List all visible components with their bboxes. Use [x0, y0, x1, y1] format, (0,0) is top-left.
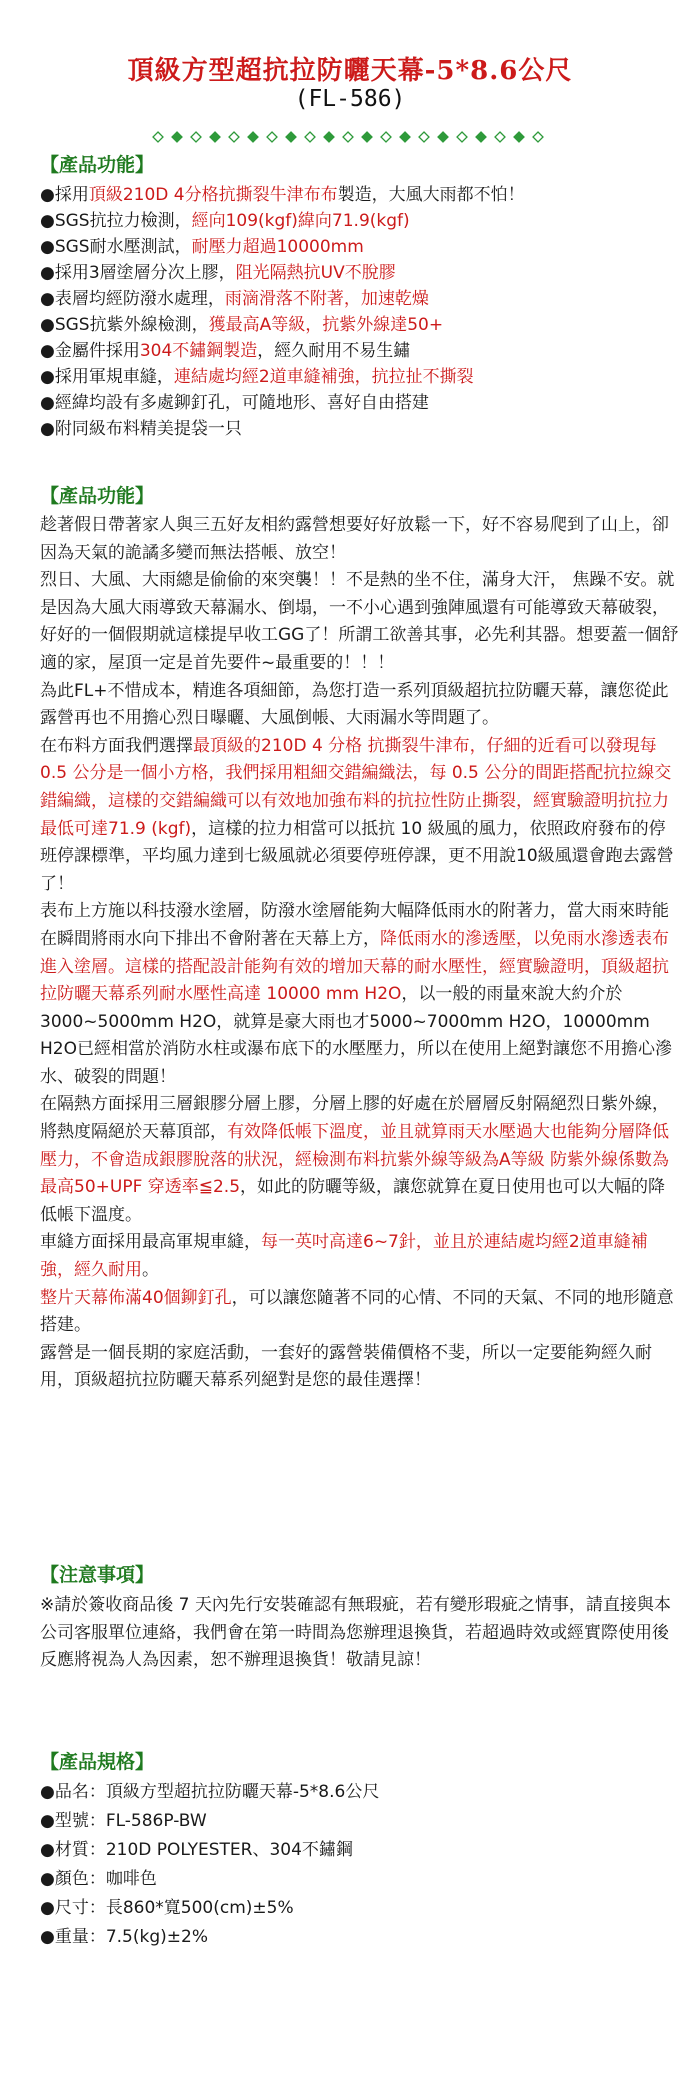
diamond-icon	[267, 132, 277, 142]
spec-item: ●品名：頂級方型超抗拉防曬天幕-5*8.6公尺	[40, 1782, 380, 1802]
feature-list	[40, 182, 525, 442]
model-number: (FL-586)	[294, 86, 406, 112]
text-segment: 為此FL+不惜成本，精進各項細節，為您打造一系列頂級超抗拉防曬天幕，讓您從此露營再也不用擔心烈日曝曬、大風倒帳、大雨漏水等問題了。	[40, 680, 669, 729]
text-segment: ●SGS抗紫外線檢測，	[40, 315, 209, 335]
text-segment: ●SGS耐水壓測試，	[40, 237, 192, 257]
text-segment: ●附同級布料精美提袋一只	[40, 419, 242, 439]
feature-item	[40, 260, 525, 286]
text-segment: ●經緯均設有多處鉚釘孔，可隨地形、喜好自由搭建	[40, 393, 429, 413]
text-segment: ●採用軍規車縫，	[40, 367, 174, 387]
highlight-text: 耐壓力超過10000mm	[191, 237, 364, 257]
description-paragraph	[40, 678, 680, 733]
text-segment: 露營是一個長期的家庭活動，一套好的露營裝備價格不斐，所以一定要能夠經久耐用，頂級超抗拉防曬天幕系列絕對是您的最佳選擇！	[40, 1342, 652, 1391]
diamond-icon	[210, 132, 220, 142]
diamond-divider	[150, 130, 550, 144]
text-segment: 烈日、大風、大雨總是偷偷的來突襲！！不是熱的坐不住，滿身大汗， 焦躁不安。就是因為大風大雨導致天幕漏水、倒塌，一不小心遇到強陣風還有可能導致天幕破裂，好好的一個假期就這樣提早收工GG了！所謂工欲善其事，必先利其器。想要蓋一個舒適的家，屋頂一定是首先要件~最重要的！！！	[40, 570, 679, 673]
diamond-icon	[457, 132, 467, 142]
description-paragraph	[40, 1229, 680, 1284]
highlight-text: 有效降低帳下溫度，並且就算雨天水壓過大也能夠分層降低壓力，不會造成銀膠脫落的狀況，經檢測布料抗紫外線等級為A等級 防紫外線係數為最高50+UPF 穿透率≦2.5	[40, 1122, 670, 1198]
description-paragraph	[40, 512, 680, 567]
description-paragraph	[40, 567, 680, 677]
text-segment: ●SGS抗拉力檢測，	[40, 211, 192, 231]
diamond-icon	[229, 132, 239, 142]
highlight-text: 連結處均經2道車縫補強，抗拉扯不撕裂	[173, 367, 474, 387]
description-paragraph	[40, 898, 680, 1091]
feature-item	[40, 208, 525, 234]
diamond-icon	[343, 132, 353, 142]
diamond-icon	[248, 132, 258, 142]
spec-list	[40, 1778, 379, 1952]
highlight-text: 降低雨水的滲透壓，以免雨水滲透表布進入塗層。這樣的搭配設計能夠有效的增加天幕的耐水壓性，經實驗證明，頂級超抗拉防曬天幕系列耐水壓性高達 10000 mm H2O	[40, 928, 669, 1005]
text-segment: ●採用	[40, 185, 89, 205]
spec-item: ●型號：FL-586P-BW	[40, 1811, 207, 1831]
description-paragraph	[40, 1091, 680, 1229]
text-segment: 車縫方面採用最高軍規車縫，	[40, 1232, 261, 1253]
description-paragraph	[40, 1285, 680, 1340]
text-segment: 趁著假日帶著家人與三五好友相約露營想要好好放鬆一下，好不容易爬到了山上，卻因為天氣的詭譎多變而無法搭帳、放空！	[40, 515, 669, 563]
feature-item	[40, 182, 525, 208]
text-segment: 製造，大風大雨都不怕！	[337, 185, 525, 205]
diamond-icon	[514, 132, 524, 142]
features-heading: 【產品功能】	[40, 154, 155, 176]
highlight-text: 每一英吋高達6~7針，並且於連結處均經2道車縫補強，經久耐用	[40, 1232, 648, 1281]
spec-item: ●重量：7.5(kg)±2%	[40, 1927, 208, 1947]
spec-item: ●顏色：咖啡色	[40, 1869, 157, 1889]
highlight-text: 頂級210D 4分格抗撕裂牛津布布	[88, 185, 338, 205]
specs-heading: 【產品規格】	[40, 1751, 155, 1773]
feature-item	[40, 390, 525, 416]
diamond-icon	[191, 132, 201, 142]
text-segment: ，以一般的雨量來說大約介於3000~5000mm H2O，就算是豪大雨也才5000~7000mm H2O，10000mm H2O已經相當於消防水柱或瀑布底下的水壓壓力，所以在使用上絕對讓您不用擔心滲水、破裂的問題！	[40, 984, 672, 1087]
notice-heading: 【注意事項】	[40, 1564, 155, 1586]
text-segment: 表布上方施以科技潑水塗層，防潑水塗層能夠大幅降低雨水的附著力，當大雨來時能在瞬間將雨水向下排出不會附著在天幕上方，	[40, 901, 669, 949]
diamond-icon	[362, 132, 372, 142]
description-paragraph	[40, 1340, 680, 1395]
diamond-icon	[172, 132, 182, 142]
diamond-icon	[381, 132, 391, 142]
spec-item: ●尺寸：長860*寬500(cm)±5%	[40, 1898, 294, 1918]
spec-item: ●材質：210D POLYESTER、304不鏽鋼	[40, 1840, 353, 1860]
diamond-icon	[495, 132, 505, 142]
feature-item	[40, 338, 525, 364]
diamond-icon	[438, 132, 448, 142]
highlight-text: 最頂級的210D 4 分格 抗撕裂牛津布，仔細的近看可以發現每 0.5 公分是一個小方格，我們採用粗細交錯編織法，每 0.5 公分的間距搭配抗拉線交錯編織，這樣的交錯編織可以有效地加強布料的抗拉性防止撕裂，經實驗證明抗拉力最低可達71.9 (kgf)	[40, 735, 672, 839]
text-segment: 在隔熱方面採用三層銀膠分層上膠，分層上膠的好處在於層層反射隔絕烈日紫外線，將熱度隔絕於天幕頂部，	[40, 1094, 669, 1143]
highlight-text: 整片天幕佈滿40個鉚釘孔	[40, 1287, 232, 1308]
diamond-icon	[419, 132, 429, 142]
feature-item	[40, 234, 525, 260]
highlight-text: 阻光隔熱抗UV不脫膠	[235, 263, 396, 283]
description-body	[40, 512, 680, 1395]
text-segment: ●採用3層塗層分次上膠，	[40, 263, 236, 283]
diamond-icon	[400, 132, 410, 142]
highlight-text: 獲最高A等級，抗紫外線達50+	[208, 315, 444, 335]
description-heading: 【產品功能】	[40, 485, 155, 507]
text-segment: ，經久耐用不易生鏽	[257, 341, 411, 361]
product-title: 頂級方型超抗拉防曬天幕-5*8.6公尺	[127, 56, 573, 86]
notice-text: ※請於簽收商品後 7 天內先行安裝確認有無瑕疵，若有變形瑕疵之情事，請直接與本公司客服單位連絡，我們會在第一時間為您辦理退換貨，若超過時效或經實際使用後反應將視為人為因素，恕不辦理退換貨！敬請見諒！	[40, 1595, 671, 1671]
text-segment: ●金屬件採用	[40, 341, 140, 361]
highlight-text: 雨滴滑落不附著，加速乾燥	[224, 289, 429, 309]
text-segment: ，這樣的拉力相當可以抵抗 10 級風的風力，依照政府發布的停班停課標準，平均風力達到七級風就必須要停班停課，更不用說10級風還會跑去露營了！	[40, 818, 674, 894]
description-paragraph	[40, 733, 680, 899]
text-segment: 。	[142, 1260, 159, 1281]
highlight-text: 304不鏽鋼製造	[139, 341, 258, 361]
text-segment: ，可以讓您隨著不同的心情、不同的天氣、不同的地形隨意搭建。	[40, 1287, 674, 1336]
diamond-icon	[533, 132, 543, 142]
text-segment: ，如此的防曬等級，讓您就算在夏日使用也可以大幅的降低帳下溫度。	[40, 1177, 666, 1225]
feature-item	[40, 416, 525, 442]
feature-item	[40, 364, 525, 390]
diamond-icon	[324, 132, 334, 142]
diamond-icon	[476, 132, 486, 142]
text-segment: ●表層均經防潑水處理，	[40, 289, 225, 309]
diamond-icon	[286, 132, 296, 142]
diamond-icon	[153, 132, 163, 142]
text-segment: 在布料方面我們選擇	[40, 735, 193, 756]
diamond-icon	[305, 132, 315, 142]
highlight-text: 經向109(kgf)緯向71.9(kgf)	[191, 211, 410, 231]
feature-item	[40, 286, 525, 312]
feature-item	[40, 312, 525, 338]
